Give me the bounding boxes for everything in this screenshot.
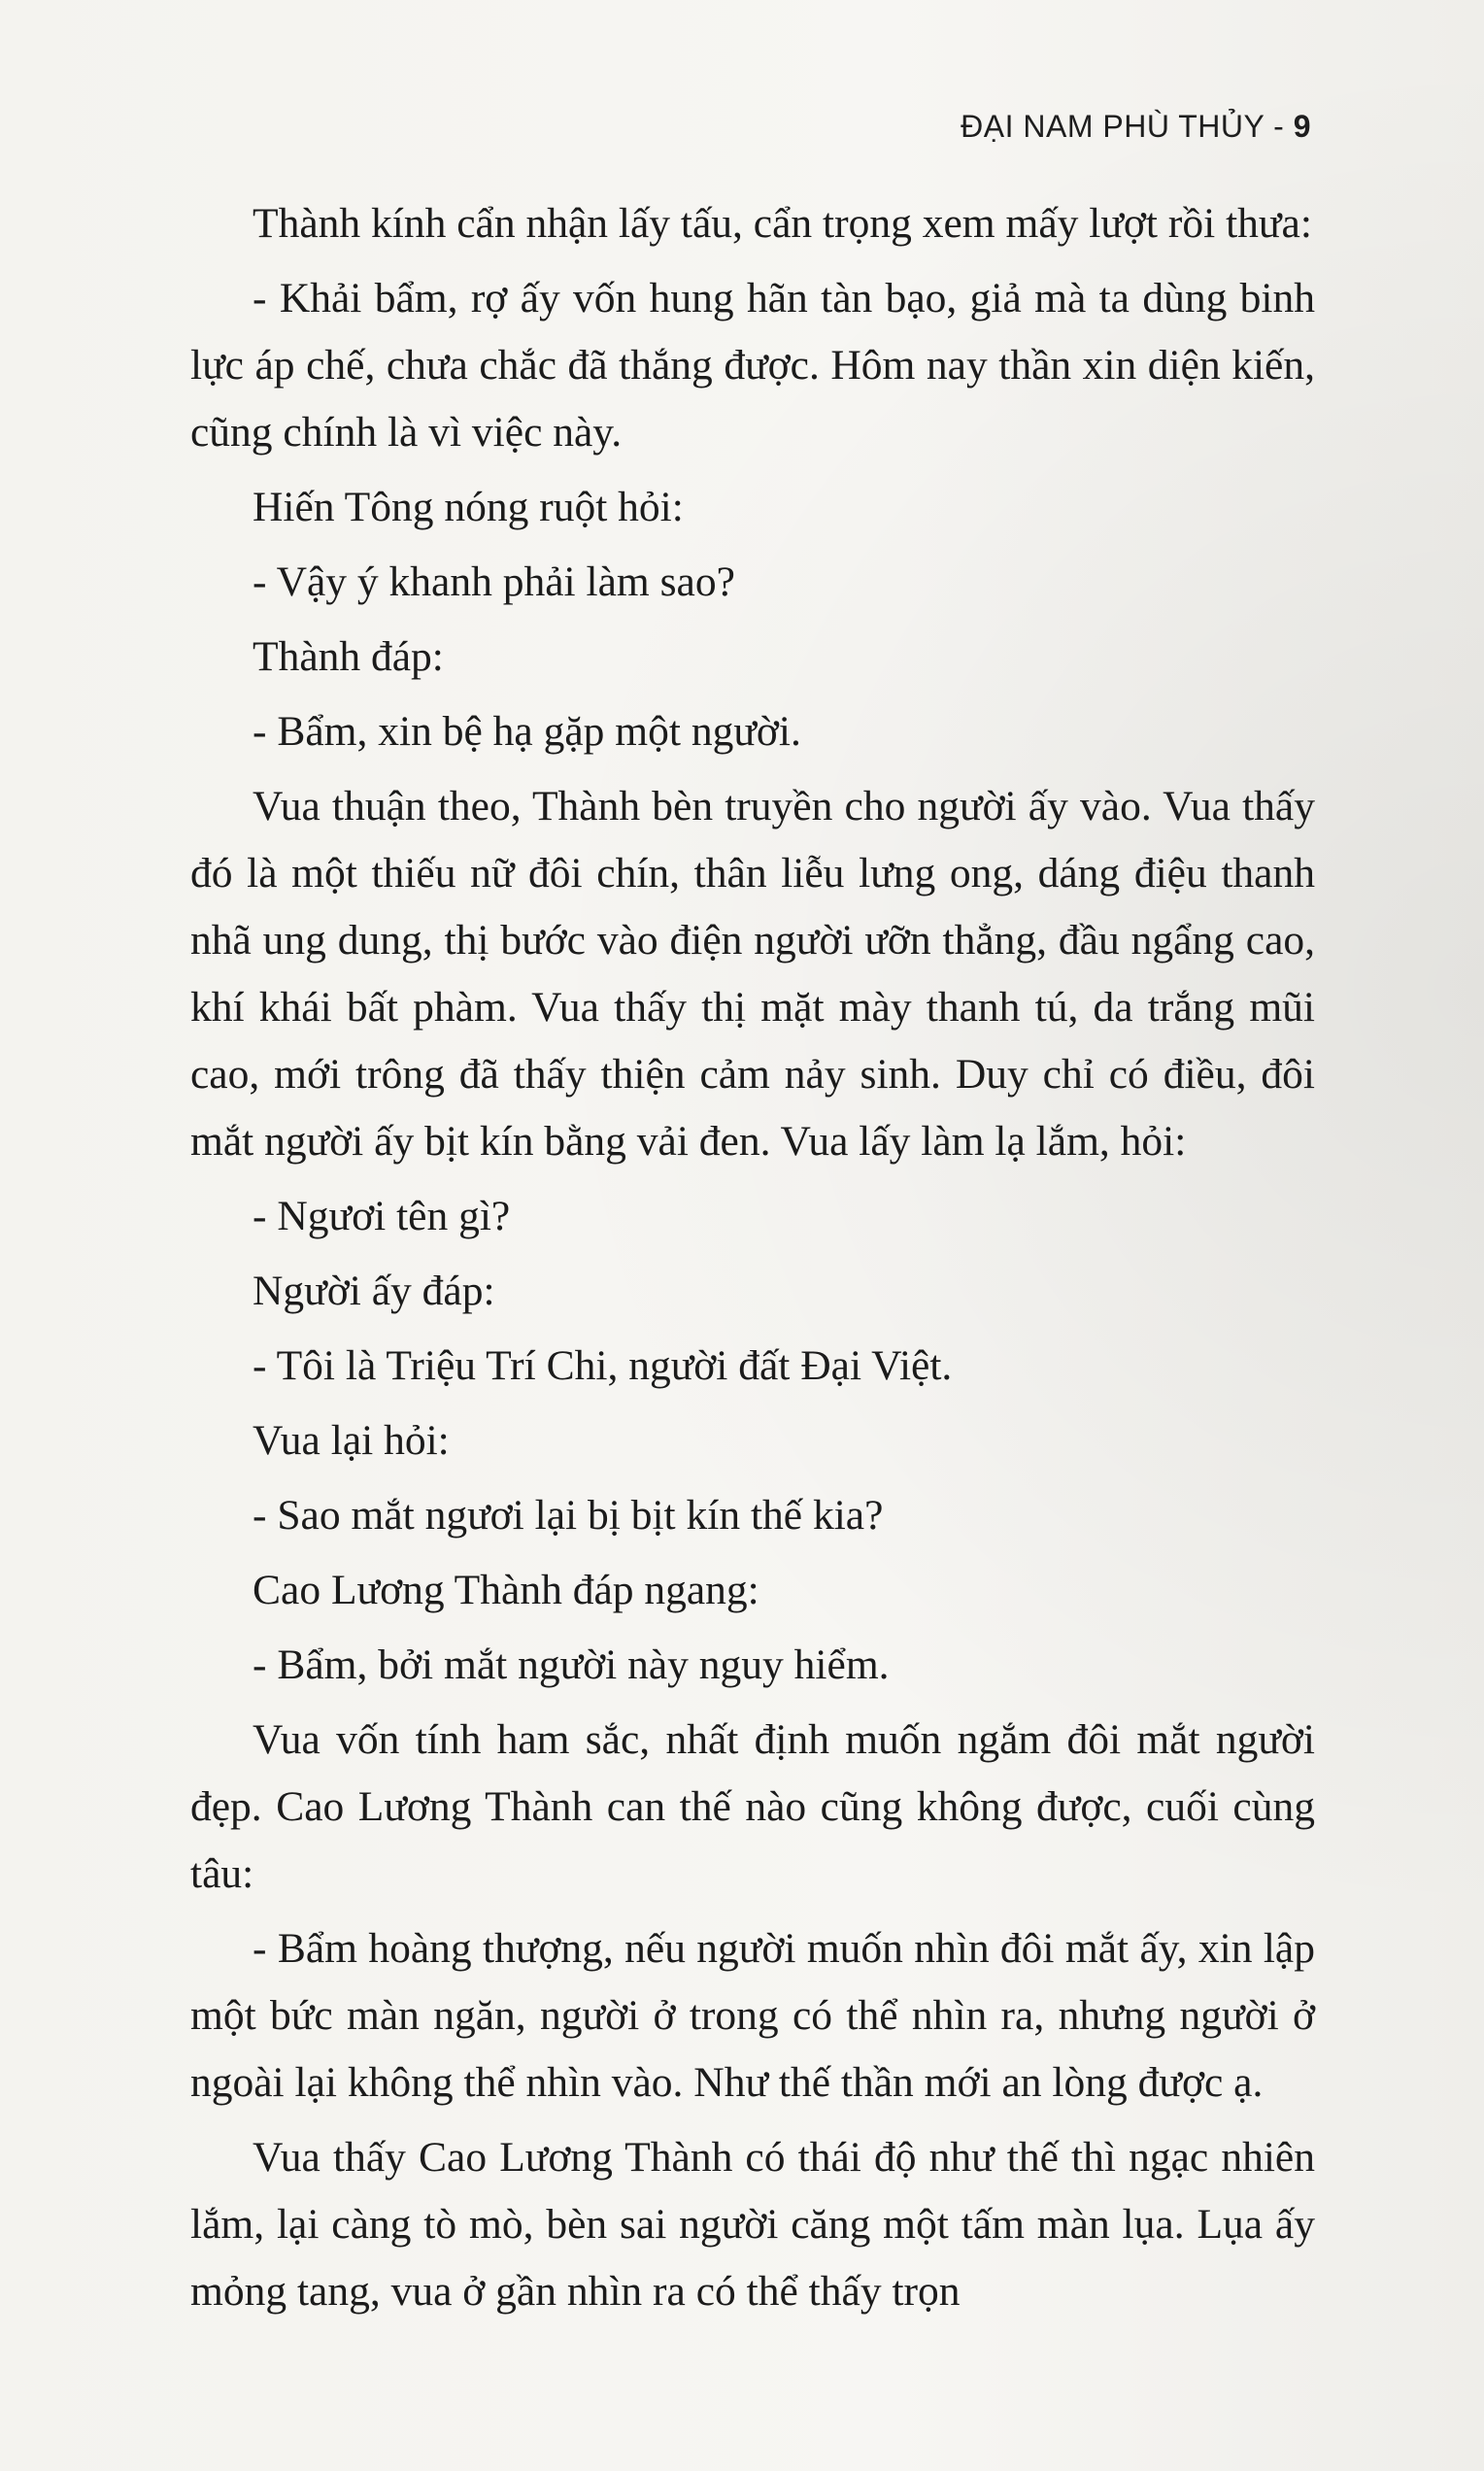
running-header [961, 109, 1311, 145]
page-number: 9 [1293, 109, 1311, 144]
paragraph: Vua thuận theo, Thành bèn truyền cho người ấy vào. Vua thấy đó là một thiếu nữ đôi chín, thân liễu lưng ong, dáng điệu thanh nhã ung dung, thị bước vào điện người ưỡn thẳng, đầu ngẩng cao, khí khái bất phàm. Vua thấy thị mặt mày thanh tú, da trắng mũi cao, mới trông đã thấy thiện cảm nảy sinh. Duy chỉ có điều, đôi mắt người ấy bịt kín bằng vải đen. Vua lấy làm lạ lắm, hỏi: [190, 783, 1315, 1165]
paragraph: - Sao mắt ngươi lại bị bịt kín thế kia? [253, 1492, 884, 1539]
paragraph: - Ngươi tên gì? [253, 1193, 511, 1239]
paragraph: Người ấy đáp: [253, 1268, 495, 1314]
paragraph: Thành kính cẩn nhận lấy tấu, cẩn trọng xem mấy lượt rồi thưa: [253, 200, 1312, 247]
paragraph: Cao Lương Thành đáp ngang: [253, 1567, 759, 1613]
paragraph: - Vậy ý khanh phải làm sao? [253, 559, 735, 605]
book-title: ĐẠI NAM PHÙ THỦY [961, 109, 1265, 144]
paragraph: - Bẩm, bởi mắt người này nguy hiểm. [253, 1642, 890, 1688]
paragraph: Vua vốn tính ham sắc, nhất định muốn ngắm đôi mắt người đẹp. Cao Lương Thành can thế nào cũng không được, cuối cùng tâu: [190, 1716, 1315, 1897]
header-separator: - [1273, 109, 1285, 144]
paragraph: - Khải bẩm, rợ ấy vốn hung hãn tàn bạo, giả mà ta dùng binh lực áp chế, chưa chắc đã thắng được. Hôm nay thần xin diện kiến, cũng chính là vì việc này. [190, 275, 1315, 456]
paragraph: - Bẩm, xin bệ hạ gặp một người. [253, 708, 801, 755]
paragraph: - Bẩm hoàng thượng, nếu người muốn nhìn đôi mắt ấy, xin lập một bức màn ngăn, người ở trong có thể nhìn ra, nhưng người ở ngoài lại không thể nhìn vào. Như thế thần mới an lòng được ạ. [190, 1925, 1315, 2106]
paragraph: Thành đáp: [253, 633, 444, 680]
paragraph: Hiến Tông nóng ruột hỏi: [253, 484, 684, 530]
paragraph: Vua lại hỏi: [253, 1417, 450, 1464]
paragraph: - Tôi là Triệu Trí Chi, người đất Đại Việt. [253, 1342, 953, 1389]
body-text [190, 190, 1315, 2325]
paragraph: Vua thấy Cao Lương Thành có thái độ như thế thì ngạc nhiên lắm, lại càng tò mò, bèn sai người căng một tấm màn lụa. Lụa ấy mỏng tang, vua ở gần nhìn ra có thể thấy trọn [190, 2134, 1315, 2315]
